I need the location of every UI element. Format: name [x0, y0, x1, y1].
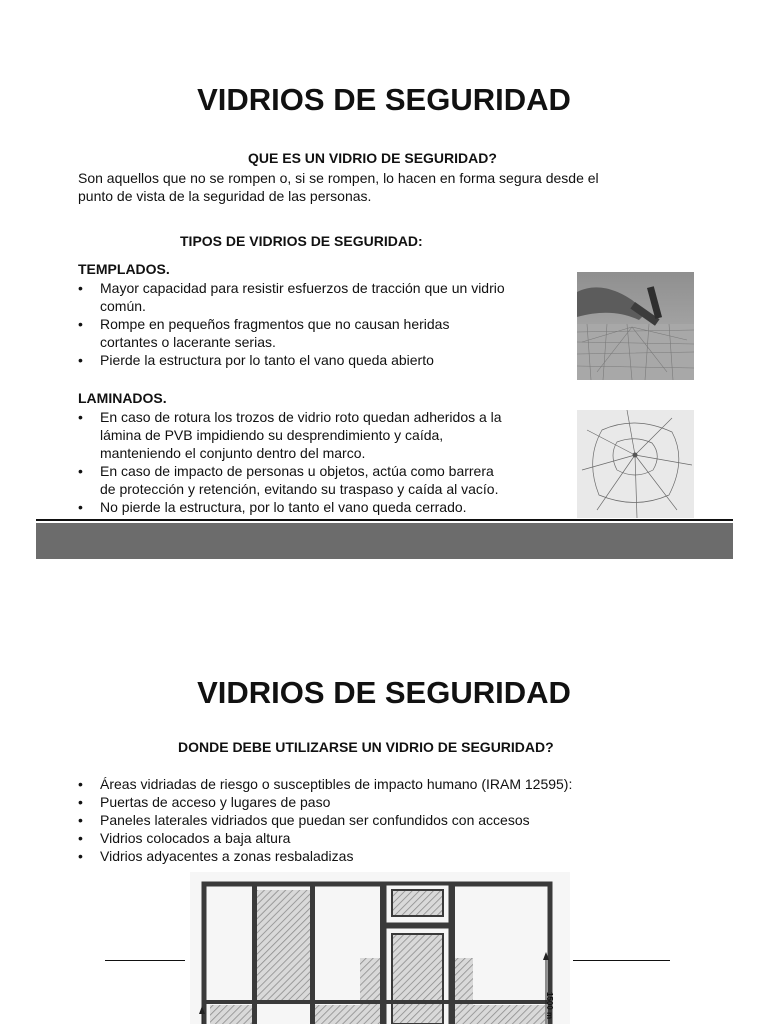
list-item-line: manteniendo el conjunto dentro del marco.	[100, 445, 366, 461]
list-item	[78, 351, 568, 369]
list-item-line: • En caso de impacto de personas u objetos, actúa como barrera	[100, 463, 494, 479]
laminados-heading: LAMINADOS.	[78, 390, 167, 406]
glazed-facade-diagram	[190, 872, 570, 1024]
where-heading: DONDE DEBE UTILIZARSE UN VIDRIO DE SEGURIDAD?	[178, 739, 554, 755]
list-item: • Vidrios colocados a baja altura	[78, 829, 698, 847]
dimension-label: 1500 m	[545, 992, 554, 1020]
definition-line: Son aquellos que no se rompen o, si se rompen, lo hacen en forma segura desde el	[78, 170, 599, 186]
slide-divider	[36, 519, 733, 521]
list-item	[78, 315, 568, 351]
definition-line: punto de vista de la seguridad de las personas.	[78, 188, 372, 204]
list-item: • Vidrios adyacentes a zonas resbaladizas	[78, 847, 698, 865]
left-rule	[105, 960, 185, 961]
list-item-line: común.	[100, 298, 146, 314]
list-item: • Paneles laterales vidriados que puedan ser confundidos con accesos	[78, 811, 698, 829]
laminated-glass-crack-photo	[577, 410, 694, 518]
right-rule	[573, 960, 670, 961]
list-item: • Puertas de acceso y lugares de paso	[78, 793, 698, 811]
tempered-glass-svg	[577, 272, 694, 380]
list-item-line: • No pierde la estructura, por lo tanto el vano queda cerrado.	[100, 499, 467, 515]
tempered-glass-hammer-photo	[577, 272, 694, 380]
slide2-title: VIDRIOS DE SEGURIDAD	[197, 675, 571, 710]
definition-paragraph	[78, 169, 698, 205]
list-item	[78, 498, 568, 516]
question-heading: QUE ES UN VIDRIO DE SEGURIDAD?	[248, 150, 497, 166]
list-item	[78, 279, 568, 315]
list-item-line: lámina de PVB impidiendo su desprendimiento y caída,	[100, 427, 444, 443]
list-item-line: cortantes o lacerante serias.	[100, 334, 276, 350]
list-item-line: • Pierde la estructura por lo tanto el vano queda abierto	[100, 352, 434, 368]
list-item: • Áreas vidriadas de riesgo o susceptibles de impacto humano (IRAM 12595):	[78, 775, 698, 793]
slide-separator-band	[36, 523, 733, 559]
where-list	[78, 775, 698, 865]
slide1-title: VIDRIOS DE SEGURIDAD	[197, 82, 571, 117]
templados-heading: TEMPLADOS.	[78, 261, 170, 277]
laminados-list	[78, 408, 568, 516]
list-item-line: • Mayor capacidad para resistir esfuerzos de tracción que un vidrio	[100, 280, 505, 296]
list-item-line: • En caso de rotura los trozos de vidrio roto quedan adheridos a la	[100, 409, 502, 425]
list-item	[78, 408, 568, 462]
types-heading: TIPOS DE VIDRIOS DE SEGURIDAD:	[180, 233, 423, 249]
list-item-line: • Rompe en pequeños fragmentos que no causan heridas	[100, 316, 450, 332]
list-item	[78, 462, 568, 498]
templados-list	[78, 279, 568, 369]
laminated-glass-svg	[577, 410, 694, 518]
list-item-line: de protección y retención, evitando su traspaso y caída al vacío.	[100, 481, 499, 497]
facade-svg	[190, 872, 570, 1024]
